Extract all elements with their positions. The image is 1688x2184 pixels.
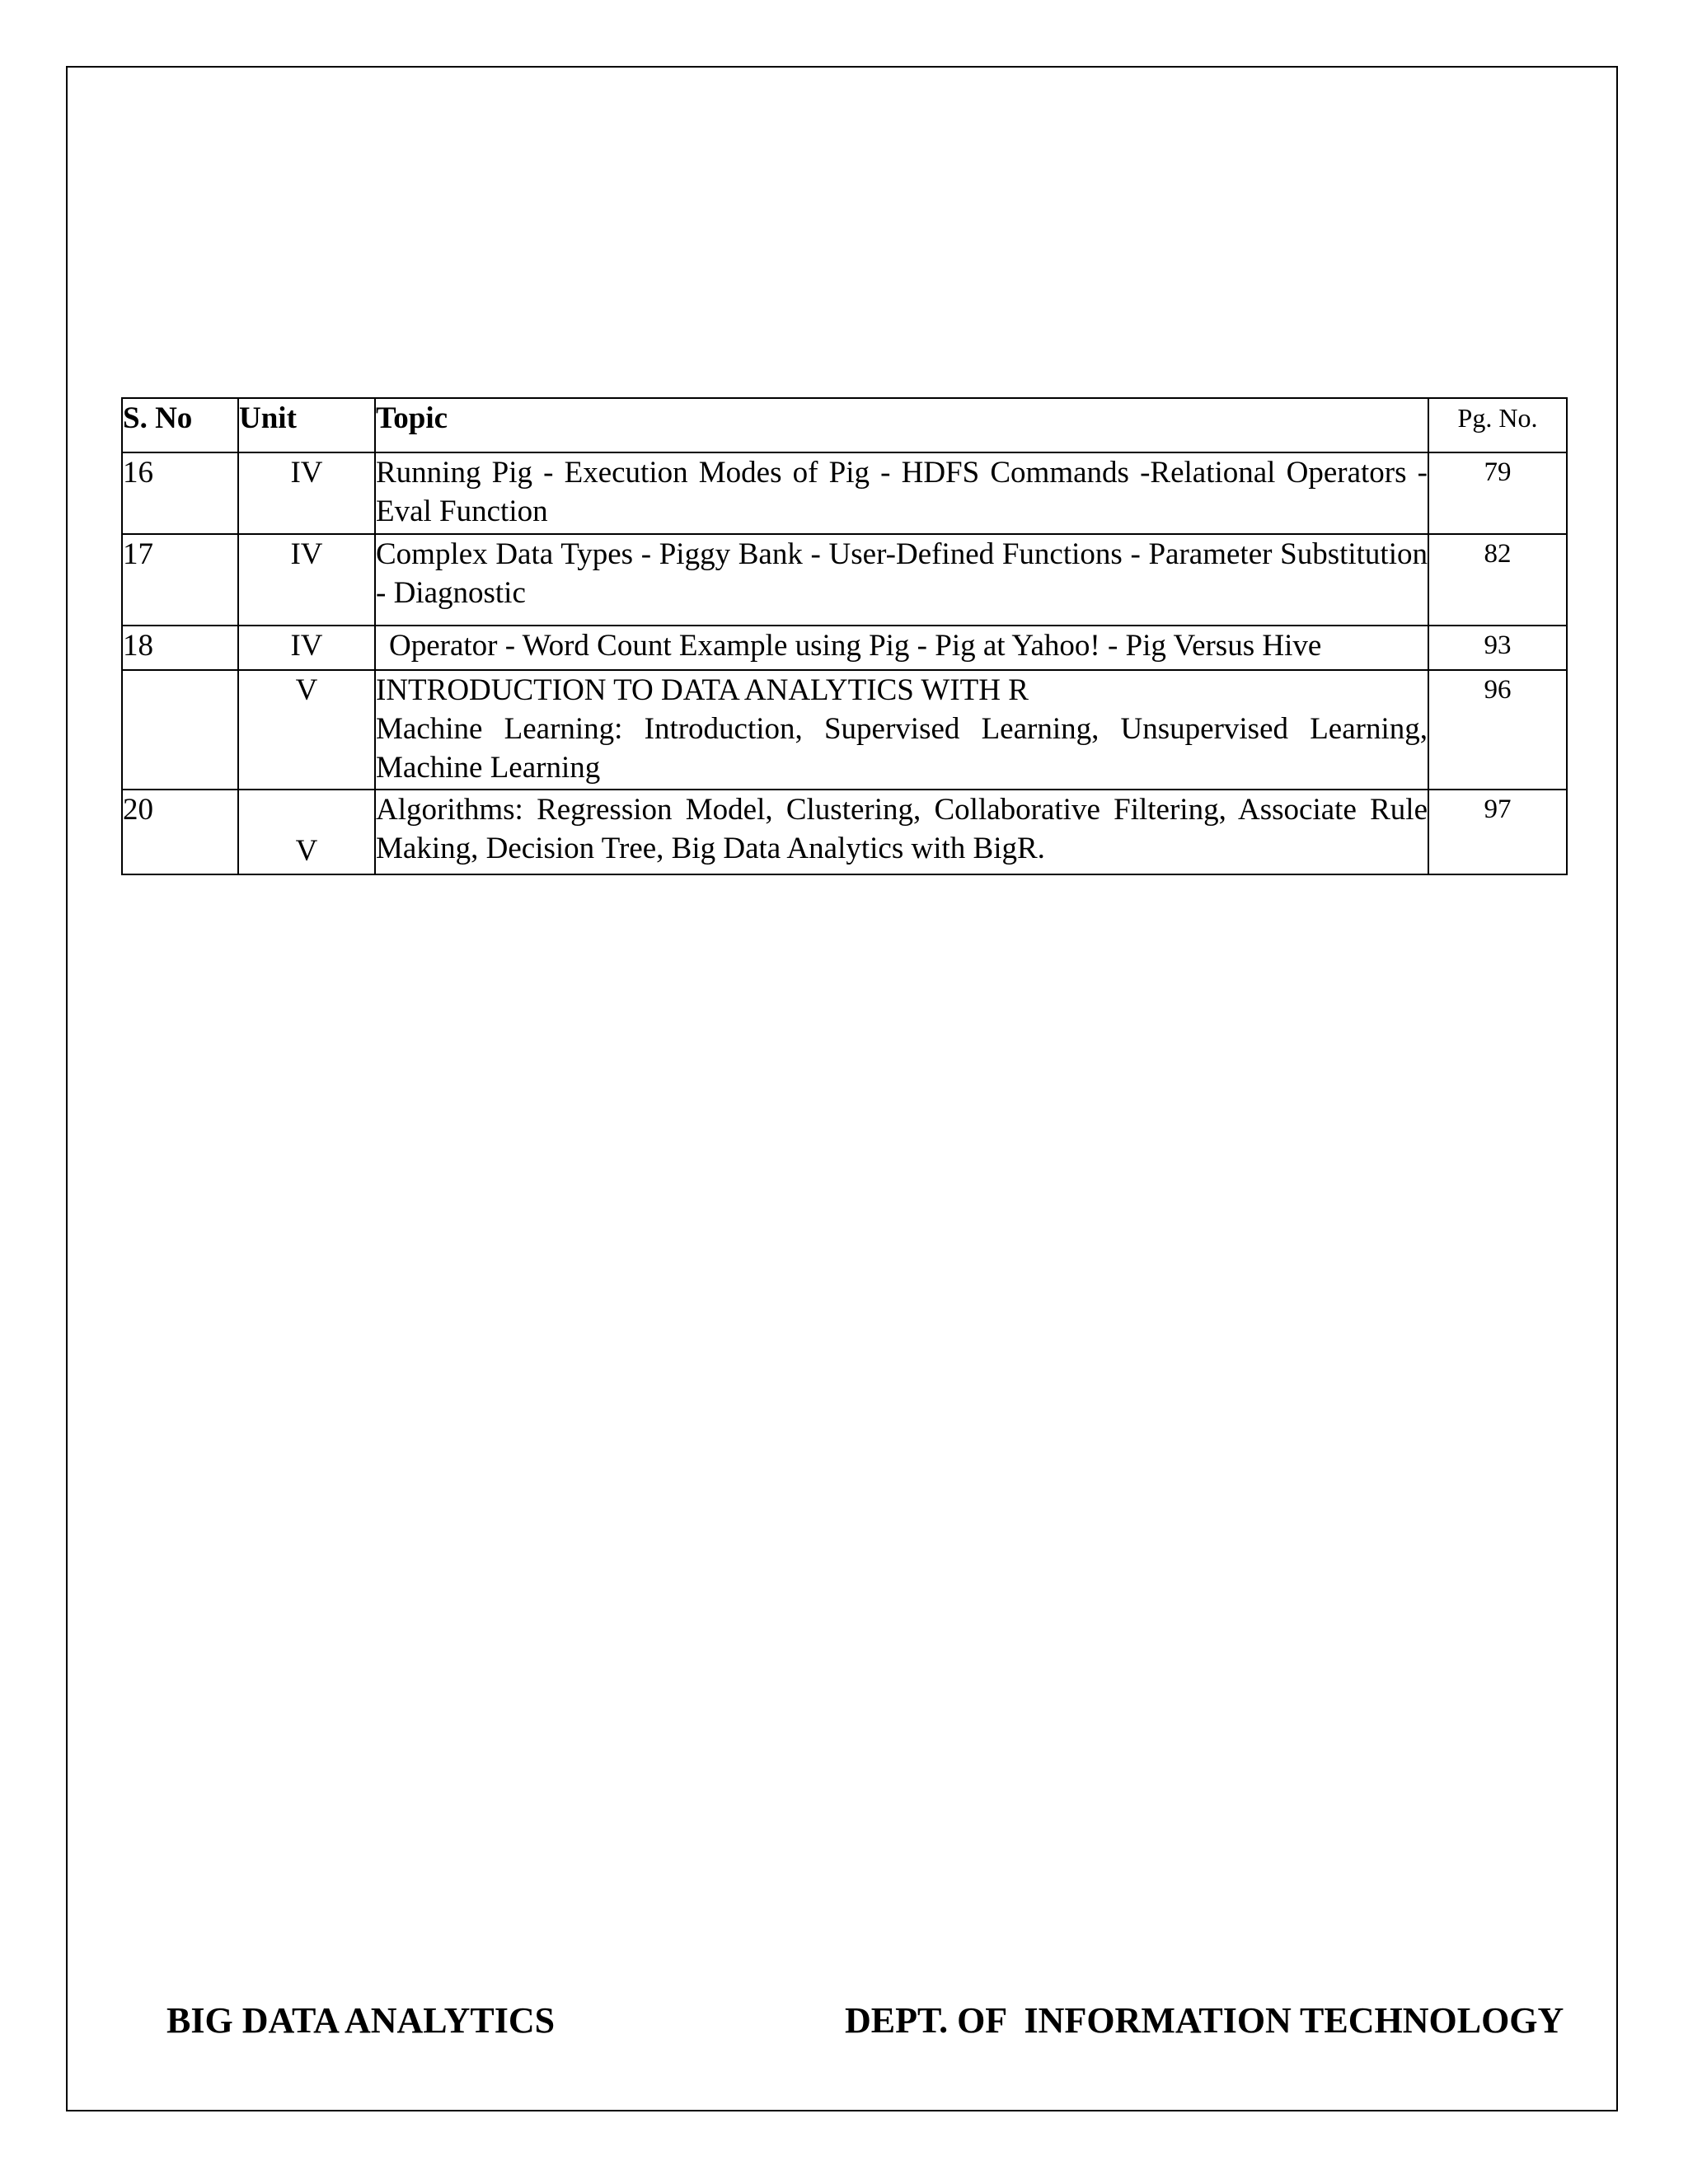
- row-unit: IV: [238, 534, 375, 626]
- table-header-row: [122, 398, 1567, 452]
- table-row: [122, 790, 1567, 874]
- row-topic: [375, 790, 1428, 874]
- table-row: [122, 626, 1567, 670]
- table-row: [122, 670, 1567, 790]
- footer-department: DEPT. OF INFORMATION TECHNOLOGY: [845, 2000, 1564, 2041]
- table-row: [122, 452, 1567, 534]
- row-topic: [375, 534, 1428, 626]
- row-sno: [122, 670, 238, 790]
- header-topic: Topic: [375, 398, 1428, 452]
- page-border: [66, 66, 1618, 2111]
- topic-line: Operator - Word Count Example using Pig - Pig at Yahoo! - Pig Versus Hive: [389, 629, 1322, 663]
- row-page-number: 79: [1428, 452, 1567, 534]
- table-row: [122, 534, 1567, 626]
- topic-line: Machine Learning: Introduction, Supervised Learning, Unsupervised Learning, Machine Learning: [376, 712, 1428, 785]
- footer-course-title: BIG DATA ANALYTICS: [166, 2000, 556, 2041]
- row-page-number: 93: [1428, 626, 1567, 670]
- contents-table: [121, 397, 1568, 875]
- row-page-number: 82: [1428, 534, 1567, 626]
- row-unit: IV: [238, 452, 375, 534]
- topic-line: Running Pig - Execution Modes of Pig - HDFS Commands -Relational Operators - Eval Function: [376, 456, 1428, 528]
- row-sno: 18: [122, 626, 238, 670]
- row-unit: IV: [238, 626, 375, 670]
- row-sno: 16: [122, 452, 238, 534]
- topic-heading: INTRODUCTION TO DATA ANALYTICS WITH R: [376, 673, 1029, 707]
- row-page-number: 97: [1428, 790, 1567, 874]
- row-unit: V: [238, 670, 375, 790]
- row-topic: [375, 626, 1428, 670]
- row-sno: 20: [122, 790, 238, 874]
- header-unit: Unit: [238, 398, 375, 452]
- row-topic: [375, 452, 1428, 534]
- row-page-number: 96: [1428, 670, 1567, 790]
- row-topic: [375, 670, 1428, 790]
- header-sno: S. No: [122, 398, 238, 452]
- row-sno: 17: [122, 534, 238, 626]
- header-page-number: Pg. No.: [1428, 398, 1567, 452]
- row-unit: V: [238, 790, 375, 874]
- topic-line: Algorithms: Regression Model, Clustering, Collaborative Filtering, Associate Rule Making, Decision Tree, Big Data Analytics with BigR.: [376, 793, 1428, 865]
- topic-line: Complex Data Types - Piggy Bank - User-Defined Functions - Parameter Substitution - Diagnostic: [376, 537, 1428, 610]
